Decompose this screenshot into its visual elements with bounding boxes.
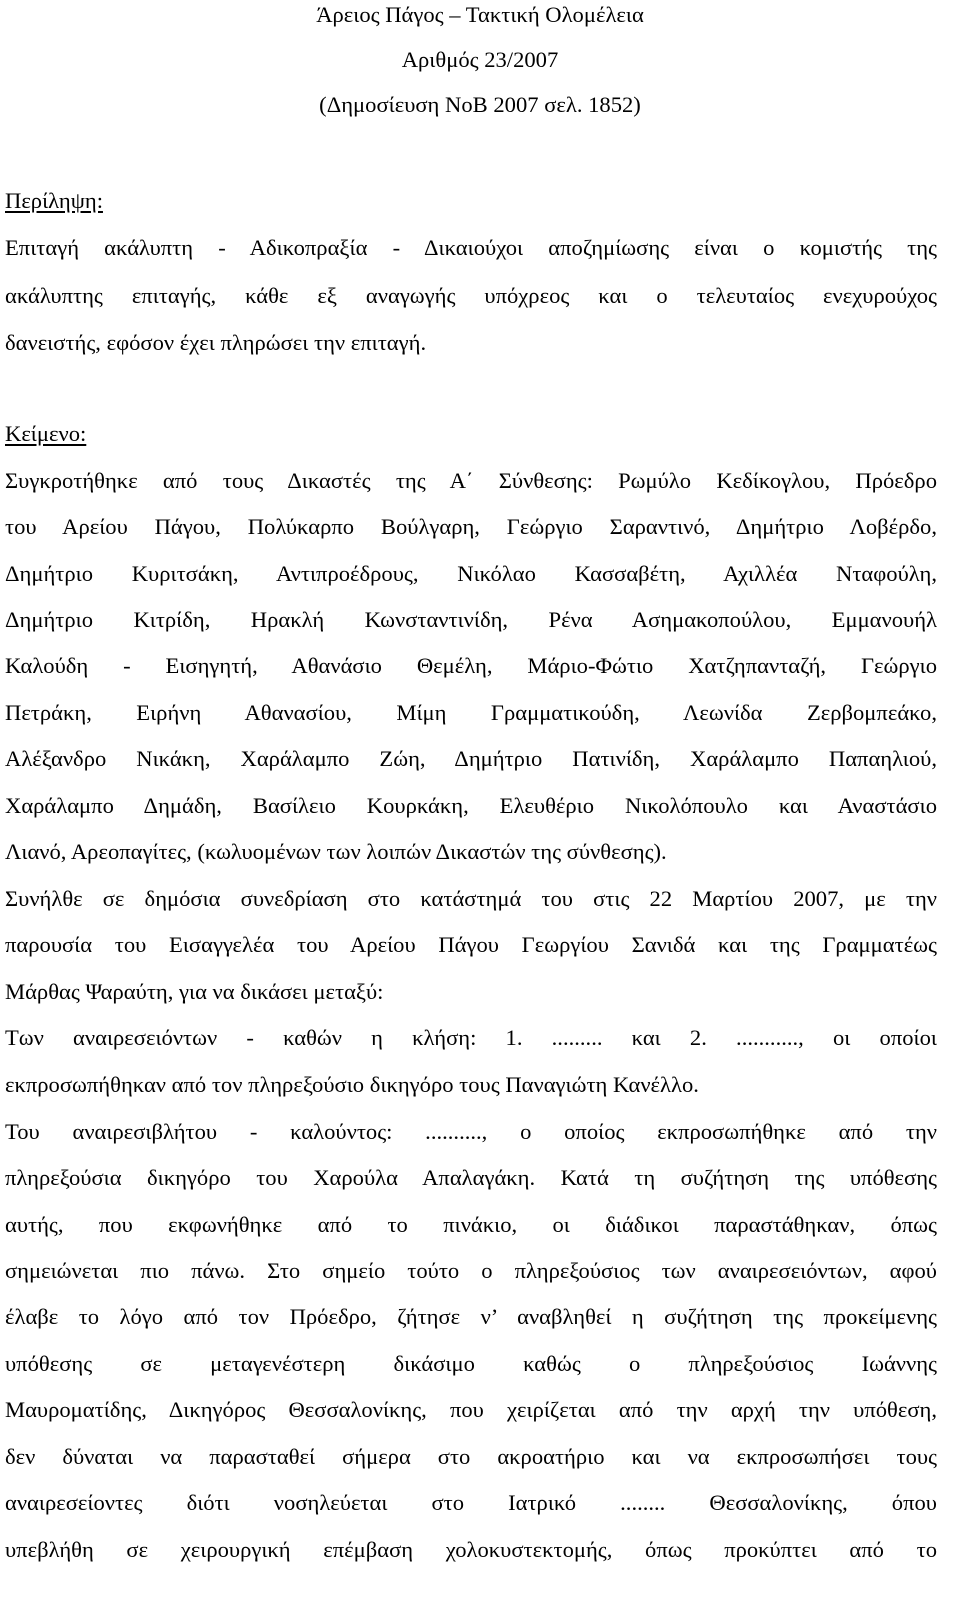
summary-line: δανειστής, εφόσον έχει πληρώσει την επιταγή. <box>5 330 427 355</box>
text-line: Μαυροματίδης, Δικηγόρος Θεσσαλονίκης, που χειρίζεται από την αρχή την υπόθεση, <box>5 1397 937 1422</box>
summary-line: ακάλυπτης επιταγής, κάθε εξ αναγωγής υπόχρεος και ο τελευταίος ενεχυρούχος <box>5 283 937 308</box>
text-line: υπόθεσης σε μεταγενέστερη δικάσιμο καθώς ο πληρεξούσιος Ιωάννης <box>5 1351 937 1376</box>
text-line: Μάρθας Ψαραύτη, για να δικάσει μεταξύ: <box>5 979 384 1004</box>
text-line: Πετράκη, Ειρήνη Αθανασίου, Μίμη Γραμματικούδη, Λεωνίδα Ζερβομπεάκο, <box>5 700 937 725</box>
text-line: Των αναιρεσειόντων - καθών η κλήση: 1. ......... και 2. ..........., οι οποίοι <box>5 1025 937 1050</box>
text-line: Συγκροτήθηκε από τους Δικαστές της Α΄ Σύνθεσης: Ρωμύλο Κεδίκογλου, Πρόεδρο <box>5 468 937 493</box>
text-line: αυτής, που εκφωνήθηκε από το πινάκιο, οι διάδικοι παραστάθηκαν, όπως <box>5 1212 937 1237</box>
text-line: Δημήτριο Κυριτσάκη, Αντιπροέδρους, Νικόλαο Κασσαβέτη, Αχιλλέα Νταφούλη, <box>5 561 937 586</box>
text-line: Συνήλθε σε δημόσια συνεδρίαση στο κατάστημά του στις 22 Μαρτίου 2007, με την <box>5 886 937 911</box>
text-line: υπεβλήθη σε χειρουργική επέμβαση χολοκυστεκτομής, όπως προκύπτει από το <box>5 1537 937 1562</box>
summary-line: Επιταγή ακάλυπτη - Αδικοπραξία - Δικαιούχοι αποζημίωσης είναι ο κομιστής της <box>5 235 937 260</box>
text-line: αναιρεσείοντες διότι νοσηλεύεται στο Ιατρικό ........ Θεσσαλονίκης, όπου <box>5 1490 937 1515</box>
text-line: δεν δύναται να παρασταθεί σήμερα στο ακροατήριο και να εκπροσωπήσει τους <box>5 1444 937 1469</box>
text-line: σημειώνεται πιο πάνω. Στο σημείο τούτο ο πληρεξούσιος των αναιρεσειόντων, αφού <box>5 1258 937 1283</box>
text-line: Δημήτριο Κιτρίδη, Ηρακλή Κωνσταντινίδη, Ρένα Ασημακοπούλου, Εμμανουήλ <box>5 607 937 632</box>
text-line: πληρεξούσια δικηγόρο του Χαρούλα Απαλαγάκη. Κατά τη συζήτηση της υπόθεσης <box>5 1165 937 1190</box>
text-heading <box>5 419 937 449</box>
text-line: του Αρείου Πάγου, Πολύκαρπο Βούλγαρη, Γεώργιο Σαραντινό, Δημήτριο Λοβέρδο, <box>5 514 937 539</box>
document-title: Άρειος Πάγος – Τακτική Ολομέλεια <box>316 2 644 27</box>
summary-heading-label: Περίληψη: <box>5 188 103 213</box>
text-line: Του αναιρεσιβλήτου - καλούντος: .........., ο οποίος εκπροσωπήθηκε από την <box>5 1119 937 1144</box>
summary-heading <box>5 186 937 216</box>
text-line: έλαβε το λόγο από τον Πρόεδρο, ζήτησε ν’ αναβληθεί η συζήτηση της προκείμενης <box>5 1304 937 1329</box>
text-heading-label: Κείμενο: <box>5 421 87 446</box>
publication-reference: (Δημοσίευση ΝοΒ 2007 σελ. 1852) <box>319 92 641 117</box>
text-line: εκπροσωπήθηκαν από τον πληρεξούσιο δικηγόρο τους Παναγιώτη Κανέλλο. <box>5 1072 699 1097</box>
text-line: παρουσία του Εισαγγελέα του Αρείου Πάγου Γεωργίου Σανιδά και της Γραμματέως <box>5 932 937 957</box>
text-line: Αλέξανδρο Νικάκη, Χαράλαμπο Ζώη, Δημήτριο Πατινίδη, Χαράλαμπο Παπαηλιού, <box>5 746 937 771</box>
decision-number: Αριθμός 23/2007 <box>401 47 559 72</box>
text-line: Λιανό, Αρεοπαγίτες, (κωλυομένων των λοιπών Δικαστών της σύνθεσης). <box>5 839 667 864</box>
text-line: Χαράλαμπο Δημάδη, Βασίλειο Κουρκάκη, Ελευθέριο Νικολόπουλο και Αναστάσιο <box>5 793 937 818</box>
text-line: Καλούδη - Εισηγητή, Αθανάσιο Θεμέλη, Μάριο-Φώτιο Χατζηπανταζή, Γεώργιο <box>5 653 937 678</box>
